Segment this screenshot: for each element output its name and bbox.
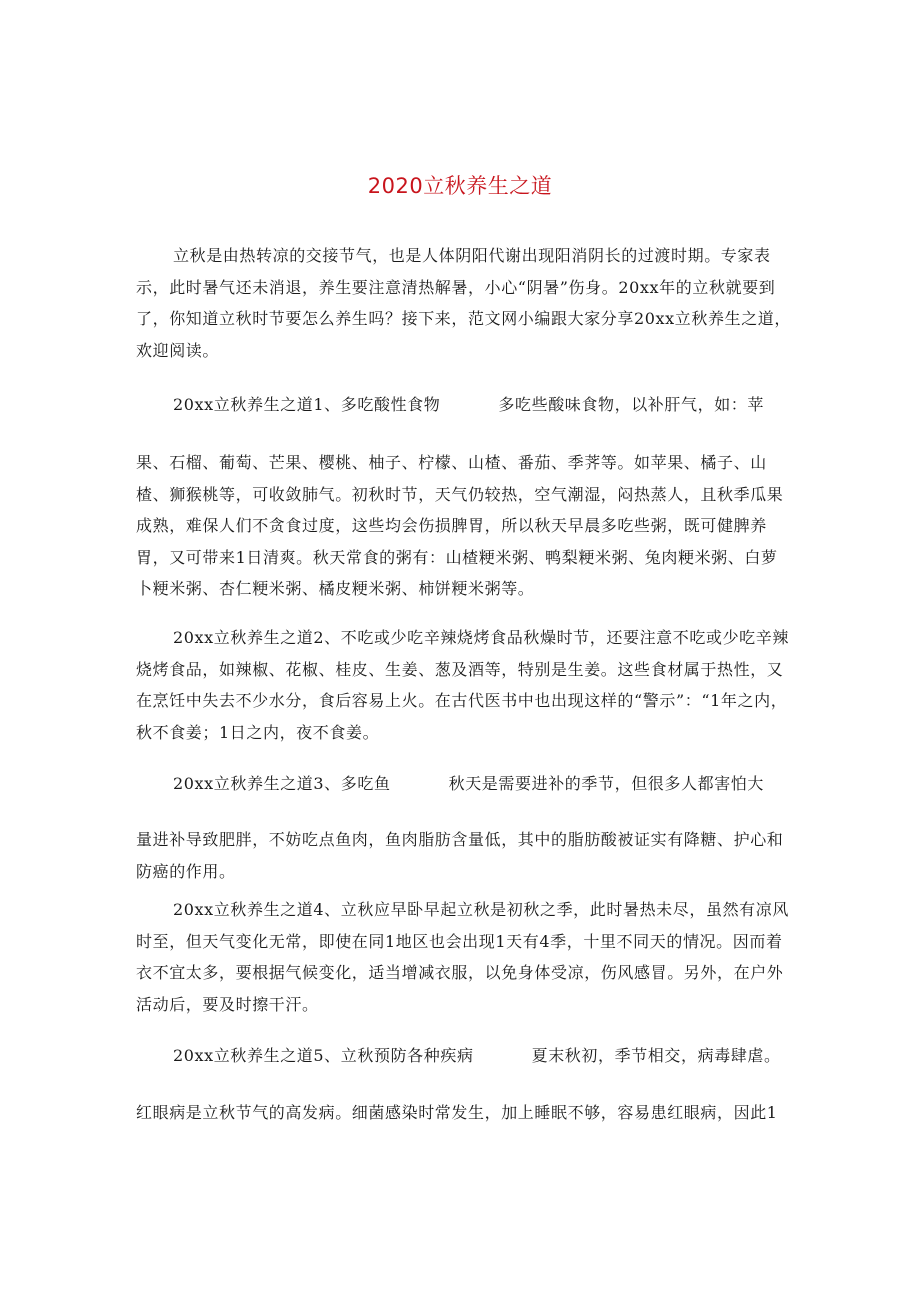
section-5-line	[136, 1044, 792, 1068]
paragraph-intro: 立秋是由热转凉的交接节气，也是人体阴阳代谢出现阳消阴长的过渡时期。专家表示，此时暑气还未消退，养生要注意清热解暑，小心“阴暑”伤身。20xx年的立秋就要到了，你知道立秋时节要怎么养生吗？接下来，范文网小编跟大家分享20xx立秋养生之道，欢迎阅读。	[136, 246, 792, 360]
section-3-heading: 20xx立秋养生之道3、多吃鱼	[173, 774, 391, 793]
section-5-heading: 20xx立秋养生之道5、立秋预防各种疾病	[173, 1046, 474, 1065]
section-1-body: 果、石榴、葡萄、芒果、樱桃、柚子、柠檬、山楂、番茄、季荠等。如苹果、橘子、山楂、狮猴桃等，可收敛肺气。初秋时节，天气仍较热，空气潮湿，闷热蒸人，且秋季瓜果成熟，难保人们不贪食过度，这些均会伤损脾胃，所以秋天早晨多吃些粥，既可健脾养胃，又可带来1日清爽。秋天常食的粥有：山楂粳米粥、鸭梨粳米粥、兔肉粳米粥、白萝卜粳米粥、杏仁粳米粥、橘皮粳米粥、柿饼粳米粥等。	[136, 453, 784, 599]
section-2-paragraph: 20xx立秋养生之道2、不吃或少吃辛辣烧烤食品秋燥时节，还要注意不吃或少吃辛辣烧烤食品，如辣椒、花椒、桂皮、生姜、葱及酒等，特别是生姜。这些食材属于热性，又在烹饪中失去不少水分，食后容易上火。在古代医书中也出现这样的“警示”：“1年之内，秋不食姜；1日之内，夜不食姜。	[136, 628, 789, 742]
section-5-body: 红眼病是立秋节气的高发病。细菌感染时常发生，加上睡眠不够，容易患红眼病，因此1	[136, 1103, 778, 1122]
document-title: 2020立秋养生之道	[367, 174, 553, 198]
section-1-heading: 20xx立秋养生之道1、多吃酸性食物	[173, 395, 441, 414]
section-1-line	[136, 393, 792, 417]
section-1-lead-text: 多吃些酸味食物，以补肝气，如：苹	[498, 395, 764, 414]
section-3-body: 量进补导致肥胖，不妨吃点鱼肉，鱼肉脂肪含量低，其中的脂肪酸被证实有降糖、护心和防癌的作用。	[136, 830, 784, 881]
section-3-line	[136, 772, 792, 796]
section-4-paragraph: 20xx立秋养生之道4、立秋应早卧早起立秋是初秋之季，此时暑热未尽，虽然有凉风时至，但天气变化无常，即使在同1地区也会出现1天有4季，十里不同天的情况。因而着衣不宜太多，要根据气候变化，适当增减衣服，以免身体受凉，伤风感冒。另外，在户外活动后，要及时擦干汗。	[136, 900, 789, 1014]
section-5-lead-text: 夏末秋初，季节相交，病毒肆虐。	[531, 1046, 781, 1065]
section-3-lead-text: 秋天是需要进补的季节，但很多人都害怕大	[448, 774, 764, 793]
